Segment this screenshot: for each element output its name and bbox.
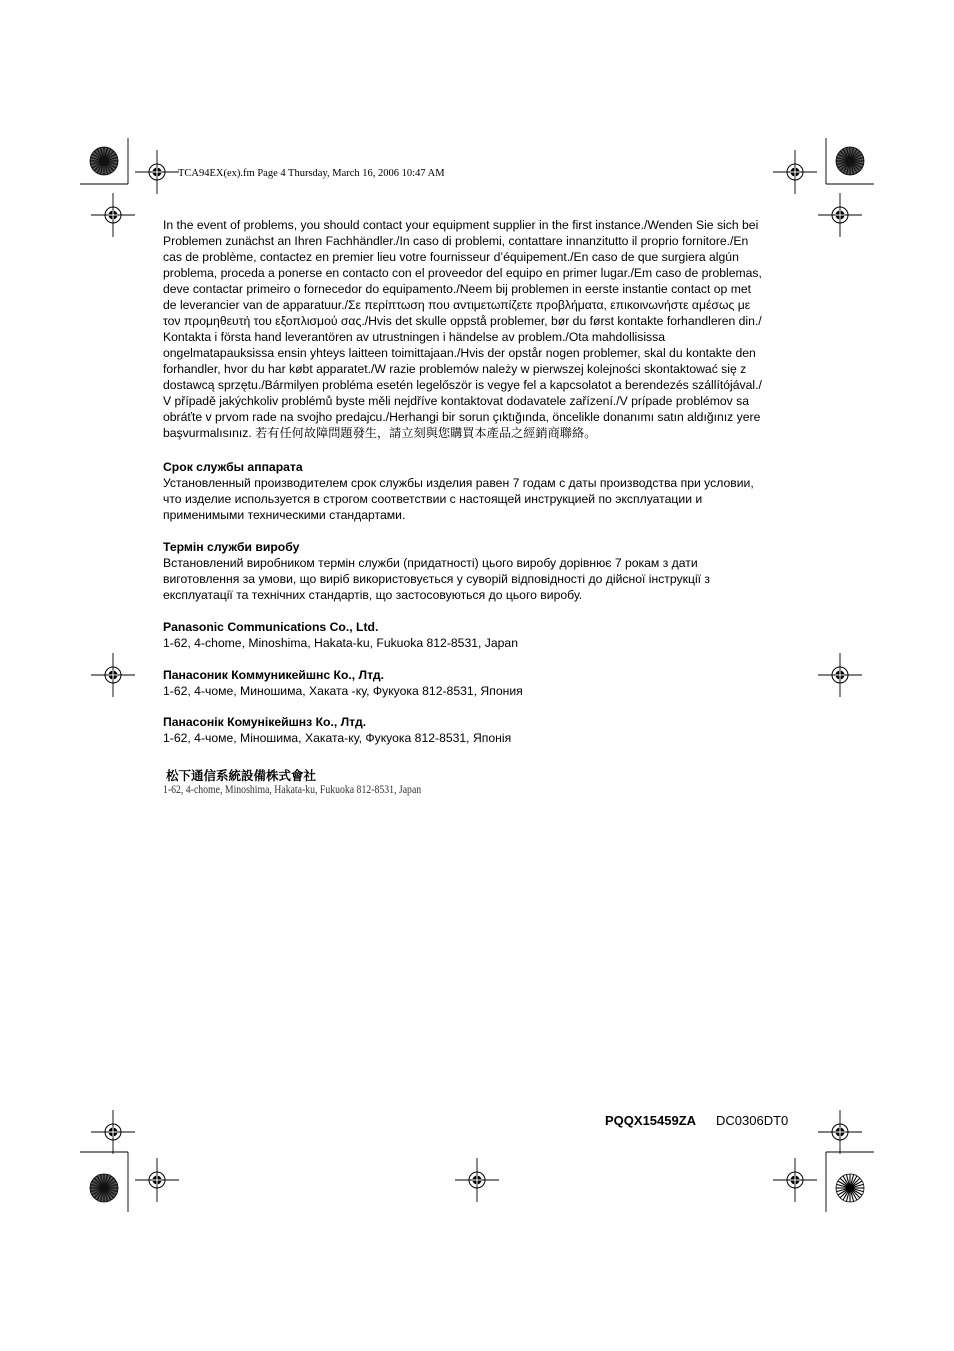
intro-line: ongelmatapauksissa ensin yhteys laitteen toimittajaan./Hvis der opstår nogen problemer, skal du kontakte den <box>163 346 756 360</box>
intro-line: Kontakta i första hand leverantören av utrustningen i händelse av problem./Ota mahdollisissa <box>163 330 666 344</box>
registration-mark-left-upper-icon <box>91 193 135 237</box>
company-ru-name: Панасоник Коммуникейшнс Ко., Лтд. <box>163 668 385 682</box>
intro-line: obráťte v prvom rade na svojho predajcu./Herhangi bir sorun çıktığında, öncelikle donanımı satın aldığınız yere <box>163 410 761 424</box>
color-target-top-left-icon <box>90 147 118 175</box>
company-ru-block <box>163 667 793 699</box>
file-info-header: TCA94EX(ex).fm Page 4 Thursday, March 16, 2006 10:47 AM <box>178 168 445 179</box>
registration-mark-right-middle-icon <box>818 653 862 697</box>
company-cn-address: 1-62, 4-chome, Minoshima, Hakata-ku, Fukuoka 812-8531, Japan <box>163 784 422 796</box>
registration-mark-top-right-icon <box>773 150 817 194</box>
ukrainian-line: виготовлення за умови, що виріб використовується у суворій відповідності до дійсної інструкції з <box>163 572 711 586</box>
intro-line: forhandler, hvor du har købt apparatet./W razie problemów należy w pierwszej kolejności skontaktować się z <box>163 362 747 376</box>
problem-contact-paragraph <box>163 217 793 441</box>
intro-line: deve contactar primeiro o fornecedor do equipamento./Neem bij problemen in eerste instantie contact op met <box>163 282 752 296</box>
intro-line: problema, proceda a ponerse en contacto con el proveedor del equipo en primer lugar./Em caso de problemas, <box>163 266 762 280</box>
registration-mark-bottom-right-icon <box>773 1158 817 1202</box>
company-en-address: 1-62, 4-chome, Minoshima, Hakata-ku, Fukuoka 812-8531, Japan <box>163 636 518 650</box>
color-target-top-right-icon <box>836 147 864 175</box>
registration-mark-bottom-center-icon <box>455 1158 499 1202</box>
russian-line: Установленный производителем срок службы изделия равен 7 годам с даты производства при условии, <box>163 476 754 490</box>
intro-line: de leverancier van de apparatuur./Σε περίπτωση που αντιμετωπίζετε προβλήματα, επικοινωνήστε αμέσως με <box>163 298 751 312</box>
company-en-block <box>163 619 793 651</box>
russian-service-life-section <box>163 459 793 523</box>
company-ua-block <box>163 714 793 746</box>
registration-mark-left-middle-icon <box>91 653 135 697</box>
intro-line: τον προμηθευτή του εξοπλισμού σας./Hvis det skulle oppstå problemer, bør du først kontakte forhandleren din./ <box>163 314 762 328</box>
company-cn-name: 松下通信系統設備株式會社 <box>166 769 317 783</box>
ukrainian-service-life-section <box>163 539 793 603</box>
ukrainian-heading: Термін служби виробу <box>163 540 300 554</box>
company-ua-address: 1-62, 4-чоме, Міношима, Хаката-ку, Фукуока 812-8531, Японія <box>163 731 512 745</box>
company-ru-address: 1-62, 4-чоме, Миношима, Хаката -ку, Фукуока 812-8531, Япония <box>163 684 523 698</box>
intro-line: Problemen zunächst an Ihren Fachhändler./In caso di problemi, contattare innanzitutto il proprio fornitore./En <box>163 234 749 248</box>
company-en-name: Panasonic Communications Co., Ltd. <box>163 620 379 634</box>
color-target-bottom-right-icon <box>836 1174 864 1202</box>
registration-mark-top-left-icon <box>135 150 179 194</box>
doc-code: DC0306DT0 <box>716 1113 789 1128</box>
russian-heading: Срок службы аппарата <box>163 460 303 474</box>
company-ua-name: Панасонік Комунікейшнз Ко., Лтд. <box>163 715 367 729</box>
ukrainian-line: Встановлений виробником термін служби (придатності) цього виробу дорівнює 7 рокам з дати <box>163 556 698 570</box>
part-code: PQQX15459ZA <box>605 1113 697 1128</box>
russian-line: применимыми техническими стандартами. <box>163 508 406 522</box>
intro-line: V případě jakýchkoliv problémů byste měli nejdříve kontaktovat dodavatele zařízení./V prípade problémov sa <box>163 394 749 408</box>
registration-mark-right-lower-icon <box>818 1110 862 1154</box>
ukrainian-line: експлуатації та технічних стандартів, що застосовуються до цього виробу. <box>163 588 583 602</box>
russian-line: что изделие используется в строгом соответствии с настоящей инструкцией по эксплуатации и <box>163 492 703 506</box>
intro-line: cas de problème, contactez en premier lieu votre fournisseur d’équipement./En caso de que surgiera algún <box>163 250 739 264</box>
intro-line: başvurmalısınız. 若有任何故障問題發生，請立刻與您購買本產品之經銷商聯絡。 <box>163 426 597 440</box>
intro-line: In the event of problems, you should contact your equipment supplier in the first instance./Wenden Sie sich bei <box>163 218 759 232</box>
color-target-bottom-left-icon <box>90 1174 118 1202</box>
registration-mark-left-lower-icon <box>91 1110 135 1154</box>
intro-line: dostawcą sprzętu./Bármilyen probléma esetén legelőször is vegye fel a kapcsolatot a berendezés szállítójával./ <box>163 378 762 392</box>
registration-mark-right-upper-icon <box>818 193 862 237</box>
registration-mark-bottom-left-icon <box>135 1158 179 1202</box>
